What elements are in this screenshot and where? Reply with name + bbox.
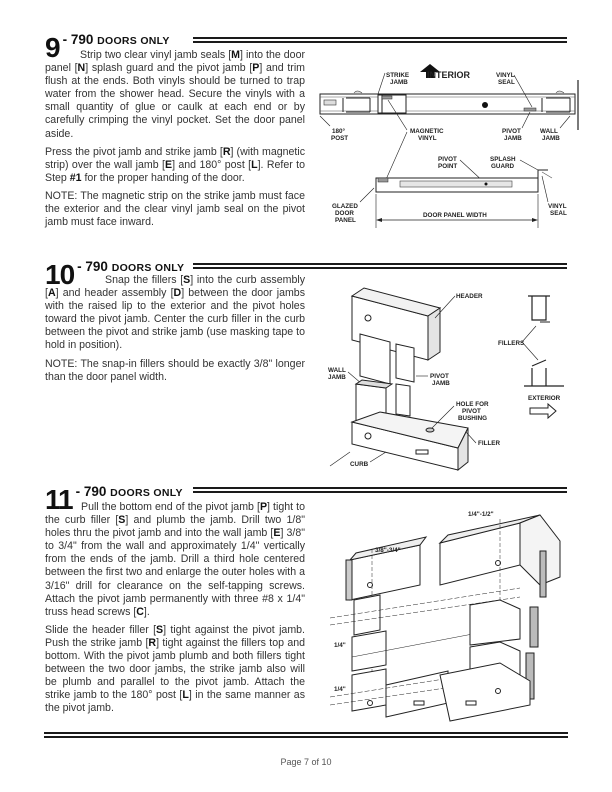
part-reference: S <box>156 623 164 636</box>
step-title <box>77 259 184 274</box>
part-reference: P <box>259 501 268 513</box>
label-vinyl-seal-b1: VINYL <box>548 203 567 210</box>
label-glazed-1: GLAZED <box>332 203 358 210</box>
label-pivot-jamb-1: PIVOT <box>502 128 521 135</box>
paragraph: Strip two clear vinyl jamb seals [M] into the door panel [N] splash guard and the pivot jamb [P] and trim flush at the ends. Both vinyls should be turned to trap water from the shower head. Secure the vinyls with a small quantity of glue or caulk at each end or by carefully crimping the vinyl pocket. Set the door panel aside. <box>45 49 305 140</box>
title-suffix: DOORS ONLY <box>110 487 183 499</box>
label-magnetic-vinyl-2: VINYL <box>418 135 437 142</box>
label-vinyl-seal-2: SEAL <box>498 79 515 86</box>
label-splash-guard-2: GUARD <box>491 163 515 170</box>
label-splash-guard-1: SPLASH <box>490 156 516 163</box>
label-wall-jamb-2: JAMB <box>542 135 560 142</box>
step-10-figure <box>310 276 610 471</box>
step-9-text <box>45 49 305 234</box>
filler-assembly-diagram <box>310 276 610 471</box>
label-exterior: EXTERIOR <box>528 395 561 402</box>
label-wall-jamb-2: JAMB <box>328 374 346 381</box>
note-paragraph: NOTE: The snap-in fillers should be exactly 3/8" longer than the door panel width. <box>45 357 305 383</box>
step-title <box>76 484 183 499</box>
label-dim-1-4-b: 1/4" <box>334 686 346 693</box>
label-pivot-jamb-2: JAMB <box>504 135 522 142</box>
label-fillers: FILLERS <box>498 340 525 347</box>
part-reference: D <box>173 287 182 300</box>
title-suffix: DOORS ONLY <box>97 35 170 47</box>
step-number: 11 <box>45 484 73 515</box>
paragraph: Press the pivot jamb and strike jamb [R] (with magnetic strip) over the wall jamb [E] and 180° post [L]. Refer to Step #1 for the proper handing of the door. <box>45 145 306 184</box>
label-glazed-3: PANEL <box>335 217 356 224</box>
exterior-arrow-icon <box>530 404 556 418</box>
label-door-panel-width: DOOR PANEL WIDTH <box>423 212 487 219</box>
part-reference: L <box>182 689 189 702</box>
part-reference: L <box>251 158 258 171</box>
step-title <box>63 32 170 47</box>
label-strike-jamb-2: JAMB <box>390 79 408 86</box>
section-divider <box>193 37 567 43</box>
label-filler: FILLER <box>478 440 501 447</box>
label-pivot-point-1: PIVOT <box>438 156 457 163</box>
label-vinyl-seal-1: VINYL <box>496 72 515 79</box>
part-reference: P <box>252 62 260 75</box>
part-reference: R <box>222 145 231 158</box>
page-number: Page 7 of 10 <box>280 757 332 767</box>
part-reference: E <box>273 527 281 540</box>
part-reference: E <box>164 158 173 171</box>
part-reference: S <box>183 274 191 286</box>
label-dim-3-8-3-4: 3/8"-3/4" <box>375 547 401 554</box>
title-prefix: - 790 <box>77 259 112 274</box>
label-180-post-1: 180° <box>332 128 346 135</box>
part-reference: N <box>77 62 86 75</box>
label-strike-jamb-1: STRIKE <box>386 72 410 79</box>
section-divider <box>193 263 567 269</box>
note-paragraph: NOTE: The magnetic strip on the strike jamb must face the exterior and the clear vinyl jamb seal on the pivot jamb must face inward. <box>45 189 305 229</box>
step-11-text <box>45 501 305 721</box>
title-suffix: DOORS ONLY <box>111 262 185 274</box>
label-pivot-jamb-1: PIVOT <box>430 373 449 380</box>
label-wall-jamb-1: WALL <box>328 367 346 374</box>
label-header: HEADER <box>456 293 483 300</box>
step-10-text <box>45 274 305 389</box>
label-magnetic-vinyl-1: MAGNETIC <box>410 128 444 135</box>
label-vinyl-seal-b2: SEAL <box>550 210 567 217</box>
part-reference: A <box>47 287 56 300</box>
jamb-plan-diagram <box>310 60 610 235</box>
step-9-figure <box>310 60 610 235</box>
label-hole-1: HOLE FOR <box>456 401 489 408</box>
step-11-figure <box>330 505 600 730</box>
label-glazed-2: DOOR <box>335 210 354 217</box>
part-reference: R <box>148 636 157 649</box>
label-pivot-jamb-2: JAMB <box>432 380 450 387</box>
part-reference: C <box>136 605 144 618</box>
label-dim-1-4-a: 1/4" <box>334 642 346 649</box>
section-divider <box>193 487 567 493</box>
paragraph: Snap the fillers [S] into the curb assembly [A] and header assembly [D] between the door jambs with the raised lip to the exterior and the pivot holes toward the pivot jamb. Center the curb filler in the curb between the pivot and strike jamb (use masking tape to hold in position). <box>45 274 305 352</box>
label-pivot-point-2: POINT <box>438 163 458 170</box>
footer-divider <box>44 732 568 738</box>
step-number: 10 <box>45 259 75 290</box>
title-prefix: - 790 <box>62 32 98 47</box>
jamb-drilling-diagram <box>330 505 600 730</box>
title-prefix: - 790 <box>75 484 111 499</box>
label-interior: INTERIOR <box>427 70 471 80</box>
part-reference: M <box>231 49 240 61</box>
label-hole-3: BUSHING <box>458 415 488 422</box>
step-number: 9 <box>45 32 60 63</box>
paragraph: Pull the bottom end of the pivot jamb [P] tight to the curb filler [S] and plumb the jamb. Drill two 1/8" holes thru the pivot jamb and into the wall jamb [E] 3/8" to 3/4" from the wall and approximately 1/4" vertically from the ends of the jamb. Drill a third hole centered between the first two and enlarge the outer holes with a 3/16" drill for clearance on the self-tapping screws. Attach the pivot jamb permanently with three #8 x 1/4" truss head screws [C]. <box>45 501 306 618</box>
part-reference: S <box>118 514 126 527</box>
label-wall-jamb-1: WALL <box>540 128 558 135</box>
paragraph: Slide the header filler [S] tight against the pivot jamb. Push the strike jamb [R] tight against the fillers top and bottom. With the pivot jamb plumb and both fillers tight between the two door jambs, the strike jamb also will be plumb and parallel to the pivot jamb. Attach the strike jamb to the 180° post [L] in the same manner as the pivot jamb. <box>45 623 305 715</box>
label-dim-1-4-1-2: 1/4"-1/2" <box>468 511 494 518</box>
label-curb: CURB <box>350 461 369 468</box>
label-hole-2: PIVOT <box>462 408 481 415</box>
part-reference: #1 <box>69 171 82 184</box>
label-180-post-2: POST <box>331 135 349 142</box>
